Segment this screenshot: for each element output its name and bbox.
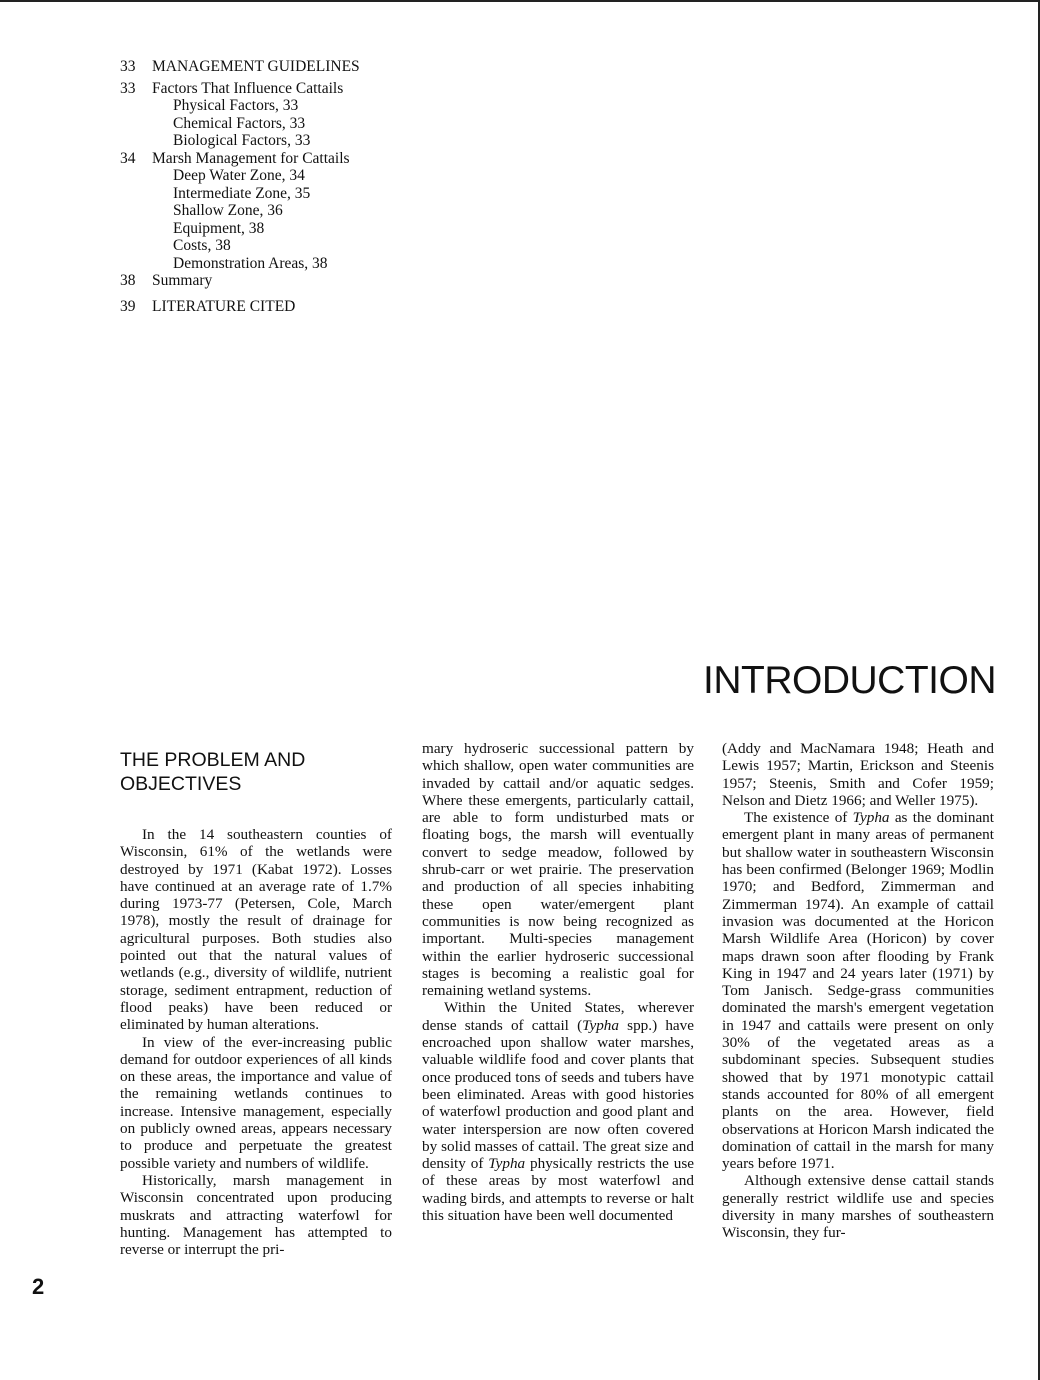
- text-column-1: [120, 740, 392, 1259]
- toc-page-number: 38: [120, 272, 136, 289]
- toc-row-summary: [120, 272, 540, 290]
- toc-page-number: 34: [120, 149, 136, 167]
- table-of-contents: [120, 58, 540, 315]
- toc-title: Summary: [152, 272, 213, 289]
- species-name: Typha: [488, 1155, 526, 1173]
- toc-sub-entry: Intermediate Zone, 35: [173, 184, 311, 202]
- toc-sub-entry: Biological Factors, 33: [173, 132, 311, 149]
- toc-row-marsh-management: [120, 150, 540, 168]
- toc-row-management: [120, 58, 540, 76]
- toc-title: Marsh Management for Cattails: [152, 149, 350, 167]
- toc-title: MANAGEMENT GUIDELINES: [152, 58, 360, 75]
- paragraph: Within the United States, wherever dense stands of cattail (Typha spp.) have encroached upon shallow water marshes, valuable wildlife food and cover plants that once produced tons of seeds and tubers have been eliminated. Areas with good histories of waterfowl production and good plant and water interspersion are now often covered by solid masses of cattail. The great size and density of Typha physically restricts the use of these areas by most waterfowl and wading birds, and attempts to reverse or halt this situation have been well documented: [422, 999, 694, 1225]
- paragraph: Historically, marsh management in Wisconsin concentrated upon producing muskrats and attracting waterfowl for hunting. Management has attempted to reverse or interrupt the pri-: [120, 1171, 392, 1259]
- column-1-body: [120, 826, 392, 1258]
- toc-sub-entry: Deep Water Zone, 34: [173, 167, 305, 184]
- toc-row-literature: [120, 298, 540, 316]
- section-heading: THE PROBLEM AND OBJECTIVES: [120, 749, 306, 795]
- paragraph: mary hydroseric successional pattern by which shallow, open water communities are invaded by cattail and/or aquatic sedges. Where these emergents, particularly cattail, are able to form undisturbed mats or floating bogs, the marsh will eventually convert to sedge meadow, followed by shrub-carr or wet prairie. The preservation and production of all species inhabiting these open water/emergent plant communities is now being recognized as important. Multi-species management within the earlier hydroseric successional stages is becoming a realistic goal for remaining wetland systems.: [422, 740, 694, 1000]
- toc-sub-entry: Costs, 38: [173, 237, 231, 254]
- toc-title: Factors That Influence Cattails: [152, 79, 344, 97]
- page-number: 2: [32, 1274, 45, 1299]
- toc-sub-entry: Shallow Zone, 36: [173, 202, 283, 219]
- toc-page-number: 33: [120, 58, 136, 75]
- paragraph: In the 14 southeastern counties of Wisconsin, 61% of the wetlands were destroyed by 1971 (Kabat 1972). Losses have continued at an average rate of 1.7% during 1973-77 (Petersen, Cole, March 1978), mostly the result of drainage for agricultural purposes. Both studies also pointed out that the natural values of wetlands (e.g., diversity of wildlife, nutrient storage, sediment entrapment, reduction of flood peaks) have been reduced or eliminated by human alterations.: [120, 826, 392, 1034]
- species-name: Typha: [582, 1016, 619, 1034]
- toc-sub-entry: Equipment, 38: [173, 219, 265, 237]
- toc-title: LITERATURE CITED: [152, 297, 296, 315]
- text-column-2: [422, 740, 694, 1224]
- paragraph: Although extensive dense cattail stands generally restrict wildlife use and species diversity in many marshes of southeastern Wisconsin, they fur-: [722, 1172, 994, 1242]
- toc-page-number: 33: [120, 79, 136, 97]
- paragraph: (Addy and MacNamara 1948; Heath and Lewis 1957; Martin, Erickson and Steenis 1957; Steenis, Smith and Cofer 1959; Nelson and Dietz 1966; and Weller 1975).: [722, 740, 994, 809]
- text-column-3: [722, 740, 994, 1242]
- paragraph: The existence of Typha as the dominant emergent plant in many areas of permanent but shallow water in southeastern Wisconsin has been confirmed (Belonger 1969; Modlin 1970; and Bedford, Zimmerman and Zimmerman 1974). An example of cattail invasion was documented at the Horicon Marsh Wildlife Area (Horicon) by cover maps drawn soon after flooding by Frank King in 1947 and 24 years later (1971) by Tom Janisch. Sedge-grass communities dominated the marsh's emergent vegetation in 1947 and cattails were present on only 30% of the vegetated areas as a subdominant species. Subsequent studies showed that by 1971 monotypic cattail stands accounted for 80% of all emergent plants on the area. However, field observations at Horicon Marsh indicated the domination of cattail in the marsh for many years before 1971.: [722, 809, 994, 1173]
- toc-sub-entry: Physical Factors, 33: [173, 97, 299, 114]
- page-border-top: [0, 0, 1040, 2]
- species-name: Typha: [852, 809, 890, 827]
- paragraph: In view of the ever-increasing public demand for outdoor experiences of all kinds on these areas, the importance and value of the remaining wetlands continues to increase. Intensive management, especially on publicly owned areas, appears necessary to produce and perpetuate the greatest possible variety and numbers of wildlife.: [120, 1033, 392, 1172]
- toc-sub-entry: Chemical Factors, 33: [173, 114, 306, 132]
- toc-row-factors: [120, 80, 540, 98]
- toc-sub-entry: Demonstration Areas, 38: [173, 254, 328, 272]
- toc-page-number: 39: [120, 297, 136, 315]
- introduction-heading: INTRODUCTION: [703, 659, 996, 702]
